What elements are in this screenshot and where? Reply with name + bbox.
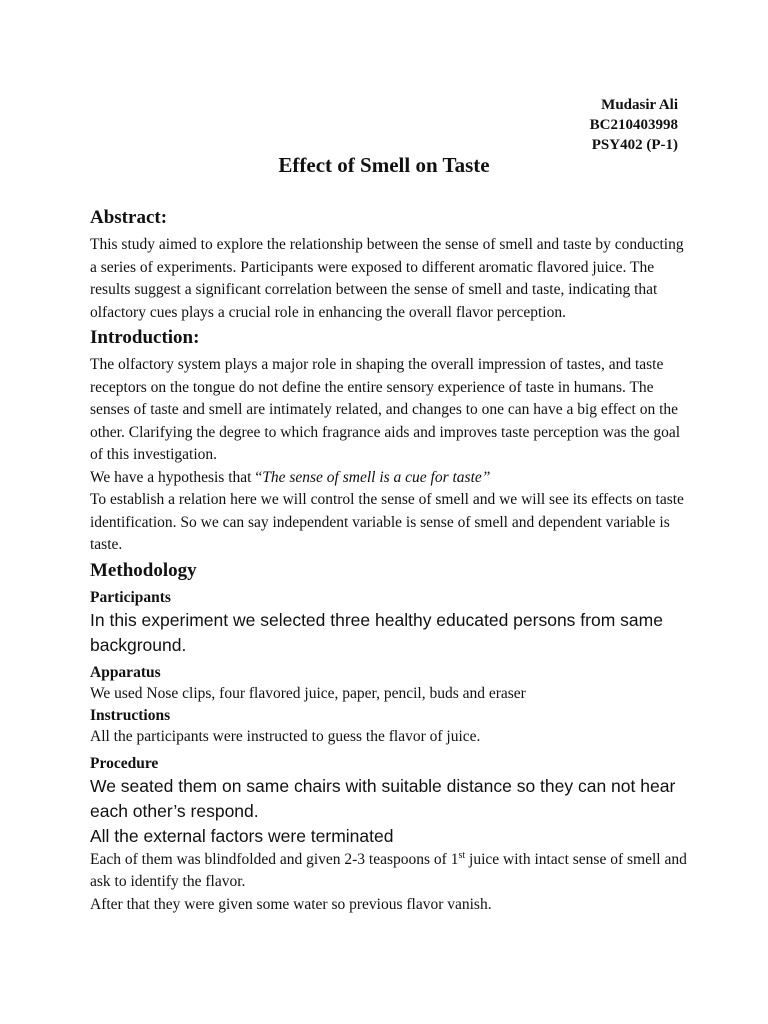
- participants-text: In this experiment we selected three healthy educated persons from same background.: [90, 609, 663, 655]
- apparatus-text: We used Nose clips, four flavored juice, paper, pencil, buds and eraser: [90, 684, 526, 702]
- abstract-text: This study aimed to explore the relationship between the sense of smell and taste by conducting a series of experiments. Participants were exposed to different aromatic flavored juice. The results suggest a significant correlation between the sense of smell and taste, indicating that olfactory cues plays a crucial role in enhancing the overall flavor perception.: [90, 236, 684, 321]
- apparatus-heading: Apparatus: [90, 663, 161, 681]
- document-title: Effect of Smell on Taste: [278, 153, 490, 177]
- author-block: [590, 95, 678, 155]
- introduction-paragraph-2: To establish a relation here we will control the sense of smell and we will see its effects on taste identification. So we can say independent variable is sense of smell and dependent variable is taste.: [90, 491, 684, 553]
- hypothesis-suffix: ”: [481, 468, 491, 486]
- instructions-text: All the participants were instructed to guess the flavor of juice.: [90, 728, 481, 745]
- hypothesis-statement: The sense of smell is a cue for taste: [262, 468, 482, 486]
- procedure-text-3: [90, 849, 690, 894]
- introduction-paragraph-1: The olfactory system plays a major role in shaping the overall impression of tastes, and taste receptors on the tongue do not define the entire sensory experience of taste in humans. The senses of taste and smell are intimately related, and changes to one can have a big effect on the other. Clarifying the degree to which fragrance aids and improves taste perception was the goal of this investigation.: [90, 356, 681, 463]
- procedure-heading: Procedure: [90, 754, 159, 772]
- methodology-heading: Methodology: [90, 559, 197, 581]
- course-code: PSY402 (P-1): [591, 137, 678, 153]
- student-id: BC210403998: [589, 117, 678, 133]
- hypothesis-prefix: We have a hypothesis that “: [90, 468, 263, 486]
- instructions-heading: Instructions: [90, 707, 171, 724]
- procedure-text-2: All the external factors were terminated: [90, 825, 394, 846]
- ordinal-superscript: st: [458, 849, 466, 861]
- participants-heading: Participants: [90, 588, 171, 606]
- author-name: Mudasir Ali: [601, 97, 678, 113]
- procedure-text-1: We seated them on same chairs with suitable distance so they can not hear each other’s respond.: [90, 775, 676, 821]
- introduction-heading: Introduction:: [90, 327, 200, 348]
- abstract-section: [90, 206, 690, 324]
- methodology-section: [90, 559, 690, 917]
- hypothesis-line: [90, 467, 690, 490]
- procedure-text-3-suffix: juice with intact sense of smell and ask to identify the flavor.: [90, 850, 687, 890]
- introduction-section: [90, 326, 690, 557]
- document-body: [90, 206, 690, 916]
- abstract-heading: Abstract:: [90, 207, 168, 228]
- procedure-text-3-prefix: Each of them was blindfolded and given 2-3 teaspoons of 1: [90, 850, 459, 868]
- procedure-text-4: After that they were given some water so previous flavor vanish.: [90, 895, 492, 913]
